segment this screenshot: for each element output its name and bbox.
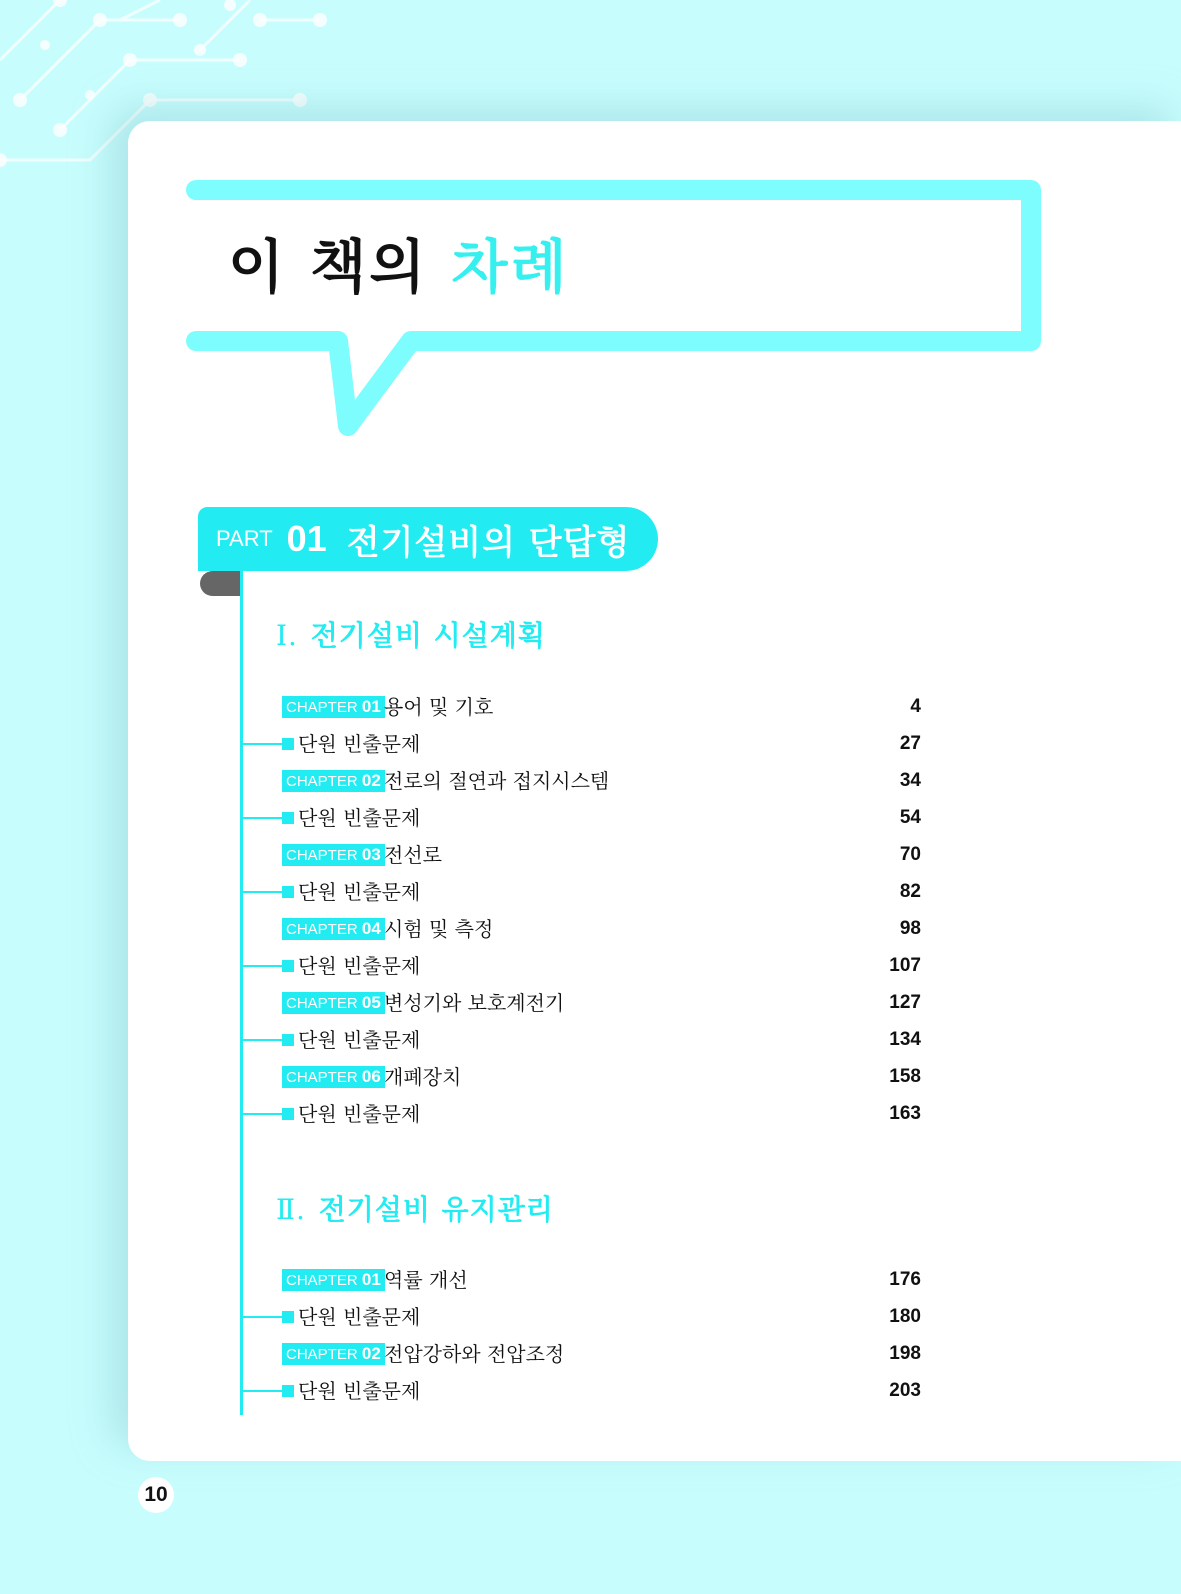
part-number: 01 (286, 518, 327, 559)
toc-chapter-row[interactable] (0, 989, 1181, 1017)
review-title: 단원 빈출문제 (298, 880, 421, 904)
chapter-badge: CHAPTER 06 (282, 1066, 385, 1088)
chapter-badge: CHAPTER 01 (282, 696, 385, 718)
chapter-title: 역률 개선 (384, 1268, 468, 1292)
square-bullet-icon (282, 1034, 294, 1046)
page-number: 98 (899, 918, 921, 939)
part-label: PART (216, 526, 273, 551)
page-number: 198 (889, 1343, 921, 1364)
review-title: 단원 빈출문제 (298, 1379, 421, 1403)
toc-review-row[interactable] (0, 804, 1181, 832)
square-bullet-icon (282, 812, 294, 824)
chapter-badge: CHAPTER 04 (282, 918, 385, 940)
chapter-title: 시험 및 측정 (384, 917, 494, 941)
toc-chapter-row[interactable] (0, 1063, 1181, 1091)
review-title: 단원 빈출문제 (298, 1305, 421, 1329)
section-roman-numeral: Ⅰ. (276, 619, 298, 652)
toc-chapter-row[interactable] (0, 841, 1181, 869)
review-title: 단원 빈출문제 (298, 1028, 421, 1052)
connector-line (242, 891, 282, 893)
page-number: 127 (889, 992, 921, 1013)
chapter-badge: CHAPTER 05 (282, 992, 385, 1014)
square-bullet-icon (282, 960, 294, 972)
toc-review-row[interactable] (0, 952, 1181, 980)
page-number: 163 (889, 1103, 921, 1124)
toc-chapter-row[interactable] (0, 1340, 1181, 1368)
toc-review-row[interactable] (0, 1303, 1181, 1331)
title-accent: 차례 (451, 233, 570, 301)
page-number: 27 (899, 733, 921, 754)
connector-line (242, 1039, 282, 1041)
toc-review-row[interactable] (0, 730, 1181, 758)
section-title (276, 1193, 554, 1226)
title-main: 이 책의 (228, 233, 429, 301)
chapter-badge: CHAPTER 03 (282, 844, 385, 866)
speech-bubble-frame (186, 178, 1066, 448)
square-bullet-icon (282, 1385, 294, 1397)
toc-review-row[interactable] (0, 1100, 1181, 1128)
chapter-title: 용어 및 기호 (384, 695, 494, 719)
chapter-title: 변성기와 보호계전기 (384, 991, 565, 1015)
part-banner (198, 507, 658, 571)
connector-line (242, 1113, 282, 1115)
page-number: 54 (899, 807, 921, 828)
toc-chapter-row[interactable] (0, 693, 1181, 721)
section-title (276, 619, 546, 652)
page-number: 34 (899, 770, 921, 791)
square-bullet-icon (282, 1311, 294, 1323)
page-number: 70 (899, 844, 921, 865)
part-title: 전기설비의 단답형 (346, 522, 631, 563)
toc-review-row[interactable] (0, 1026, 1181, 1054)
connector-line (242, 817, 282, 819)
toc-review-row[interactable] (0, 878, 1181, 906)
page-number: 203 (889, 1380, 921, 1401)
page-number: 82 (899, 881, 921, 902)
page-number: 107 (889, 955, 921, 976)
page-number: 176 (889, 1269, 921, 1290)
chapter-title: 전압강하와 전압조정 (384, 1342, 565, 1366)
footer-page-number: 10 (138, 1477, 174, 1513)
page-number: 4 (910, 696, 921, 717)
toc-chapter-row[interactable] (0, 767, 1181, 795)
chapter-badge: CHAPTER 02 (282, 1343, 385, 1365)
review-title: 단원 빈출문제 (298, 732, 421, 756)
review-title: 단원 빈출문제 (298, 1102, 421, 1126)
connector-line (242, 965, 282, 967)
section-title-text: 전기설비 시설계획 (310, 619, 546, 652)
toc-chapter-row[interactable] (0, 1266, 1181, 1294)
page-number: 134 (889, 1029, 921, 1050)
toc-chapter-row[interactable] (0, 915, 1181, 943)
review-title: 단원 빈출문제 (298, 806, 421, 830)
chapter-title: 개폐장치 (384, 1065, 462, 1089)
chapter-badge: CHAPTER 01 (282, 1269, 385, 1291)
section-title-text: 전기설비 유지관리 (318, 1193, 554, 1226)
connector-line (242, 743, 282, 745)
connector-line (242, 1390, 282, 1392)
page-title (228, 233, 570, 301)
page-number: 180 (889, 1306, 921, 1327)
square-bullet-icon (282, 1108, 294, 1120)
toc-review-row[interactable] (0, 1377, 1181, 1405)
square-bullet-icon (282, 738, 294, 750)
section-roman-numeral: Ⅱ. (276, 1193, 306, 1226)
chapter-badge: CHAPTER 02 (282, 770, 385, 792)
connector-line (242, 1316, 282, 1318)
chapter-title: 전선로 (384, 843, 442, 867)
square-bullet-icon (282, 886, 294, 898)
review-title: 단원 빈출문제 (298, 954, 421, 978)
banner-curl-decoration (200, 571, 241, 596)
page-number: 158 (889, 1066, 921, 1087)
chapter-title: 전로의 절연과 접지시스템 (384, 769, 610, 793)
